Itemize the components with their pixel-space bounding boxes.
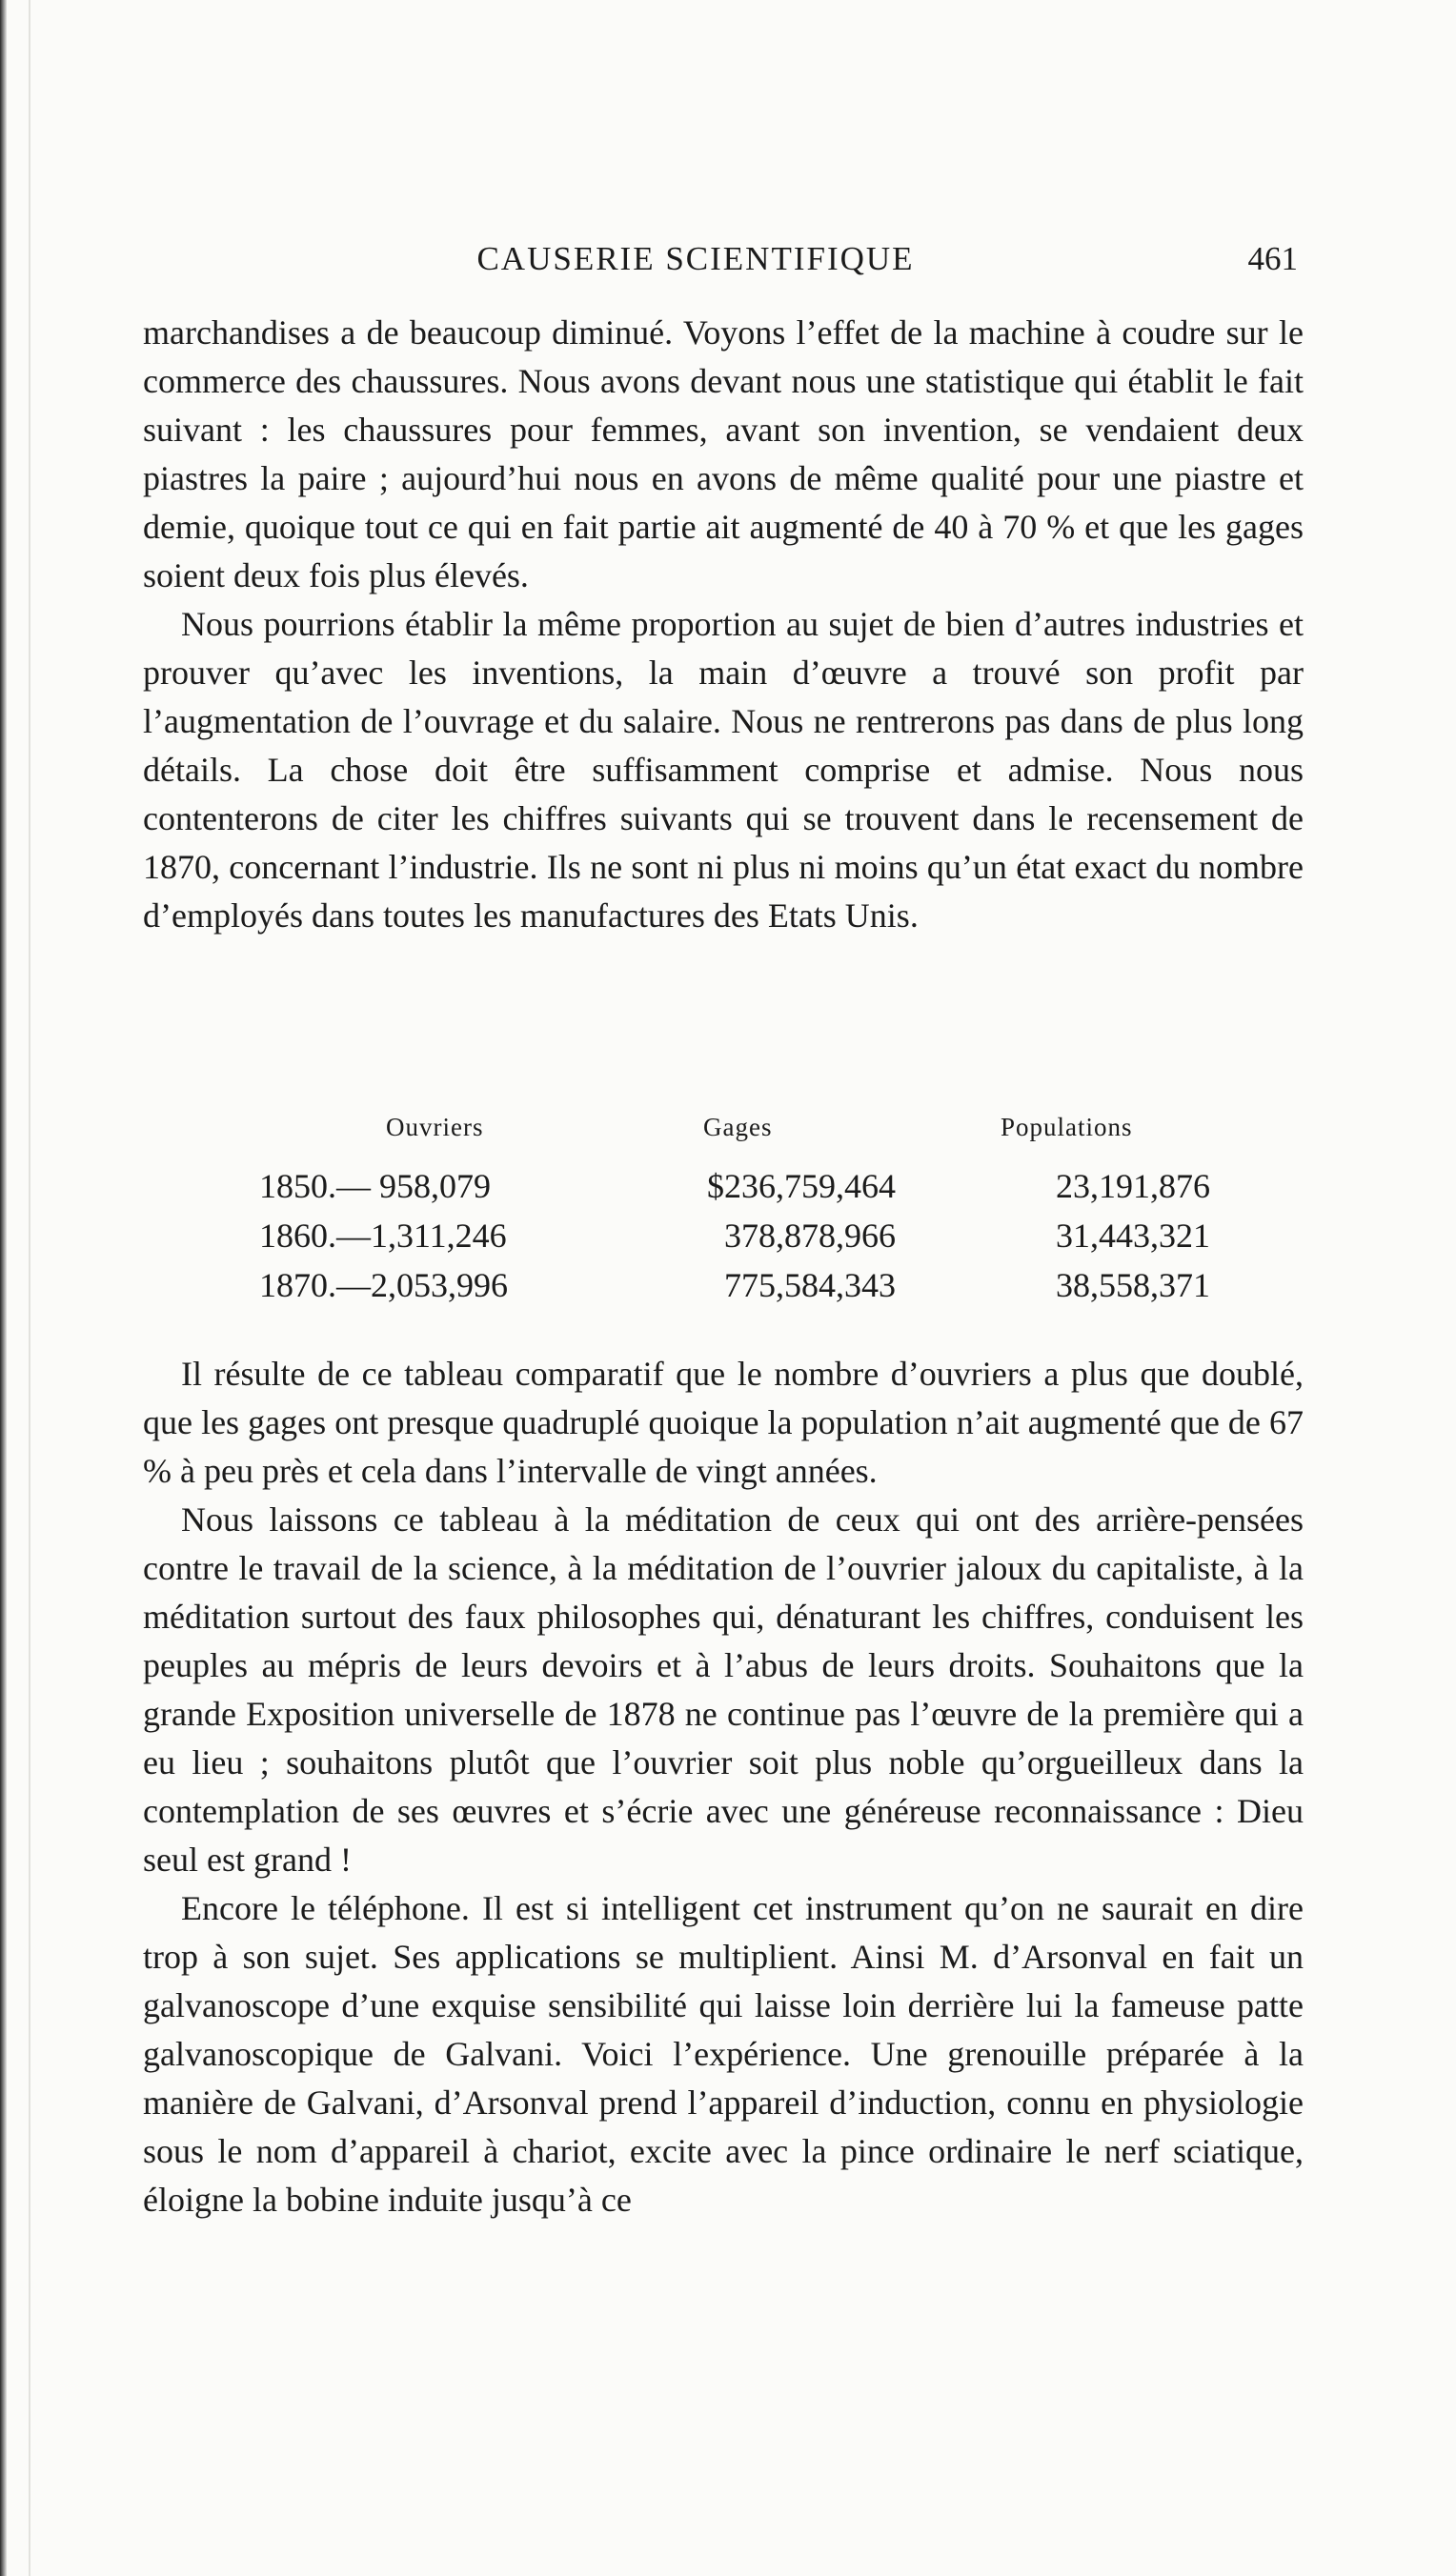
- table-header-row: [143, 1113, 1304, 1147]
- paragraph: Nous laissons ce tableau à la méditation de ceux qui ont des arrière-pensées contre le travail de la science, à la méditation de l’ouvrier jaloux du capitaliste, à la méditation surtout des faux philosophes qui, dénaturant les chiffres, conduisent les peuples au mépris de leurs devoirs et à l’abus de leurs droits. Souhaitons que la grande Exposition universelle de 1878 ne continue pas l’œuvre de la première qui a eu lieu ; souhaitons plutôt que l’ouvrier soit plus noble qu’orgueilleux dans la contemplation de ses œuvres et s’écrie avec une généreuse reconnaissance : Dieu seul est grand !: [143, 1500, 1304, 1879]
- cell-ouvriers: 1850.— 958,079: [259, 1167, 491, 1205]
- table-row: [143, 1216, 1304, 1265]
- column-header-populations: Populations: [1001, 1113, 1133, 1141]
- cell-gages: 378,878,966: [724, 1217, 896, 1255]
- cell-populations: 38,558,371: [1056, 1266, 1210, 1304]
- running-head-title: CAUSERIE SCIENTIFIQUE: [476, 240, 915, 277]
- body-text-top: [143, 309, 1304, 940]
- table-row: [143, 1166, 1304, 1216]
- page-binding-edge: [0, 0, 7, 2576]
- running-head: [0, 240, 1456, 288]
- cell-gages: 775,584,343: [724, 1266, 896, 1304]
- paragraph: Encore le téléphone. Il est si intelligent cet instrument qu’on ne saurait en dire trop à son sujet. Ses applications se multiplient. Ainsi M. d’Arsonval en fait un galvanoscope d’une exquise sensibilité qui laisse loin derrière lui la fameuse patte galvanoscopique de Galvani. Voici l’expérience. Une grenouille préparée à la manière de Galvani, d’Arsonval prend l’appareil d’induction, connu en physiologie sous le nom d’appareil à chariot, excite avec la pince ordinaire le nerf sciatique, éloigne la bobine induite jusqu’à ce: [143, 1889, 1304, 2219]
- census-table: [143, 1113, 1304, 1332]
- column-header-ouvriers: Ouvriers: [386, 1113, 484, 1141]
- body-text-bottom: [143, 1350, 1304, 2224]
- table-row: [143, 1265, 1304, 1315]
- page-binding-shadow: [29, 0, 30, 2576]
- cell-ouvriers: 1860.—1,311,246: [259, 1217, 507, 1255]
- paragraph: Nous pourrions établir la même proportion au sujet de bien d’autres industries et prouver qu’avec les inventions, la main d’œuvre a trouvé son profit par l’augmentation de l’ouvrage et du salaire. Nous ne rentrerons pas dans de plus long détails. La chose doit être suffisamment comprise et admise. Nous nous contenterons de citer les chiffres suivants qui se trouvent dans le recensement de 1870, concernant l’industrie. Ils ne sont ni plus ni moins qu’un état exact du nombre d’employés dans toutes les manufactures des Etats Unis.: [143, 605, 1304, 935]
- cell-populations: 23,191,876: [1056, 1167, 1210, 1205]
- paragraph: Il résulte de ce tableau comparatif que le nombre d’ouvriers a plus que doublé, que les gages ont presque quadruplé quoique la population n’ait augmenté que de 67 % à peu près et cela dans l’intervalle de vingt années.: [143, 1355, 1304, 1490]
- column-header-gages: Gages: [703, 1113, 773, 1141]
- cell-ouvriers: 1870.—2,053,996: [259, 1266, 508, 1304]
- cell-gages: $236,759,464: [707, 1167, 896, 1205]
- cell-populations: 31,443,321: [1056, 1217, 1210, 1255]
- page-number: 461: [1247, 240, 1298, 277]
- paragraph: marchandises a de beaucoup diminué. Voyons l’effet de la machine à coudre sur le commerce des chaussures. Nous avons devant nous une statistique qui établit le fait suivant : les chaussures pour femmes, avant son invention, se vendaient deux piastres la paire ; aujourd’hui nous en avons de même qualité pour une piastre et demie, quoique tout ce qui en fait partie ait augmenté de 40 à 70 % et que les gages soient deux fois plus élevés.: [143, 313, 1304, 594]
